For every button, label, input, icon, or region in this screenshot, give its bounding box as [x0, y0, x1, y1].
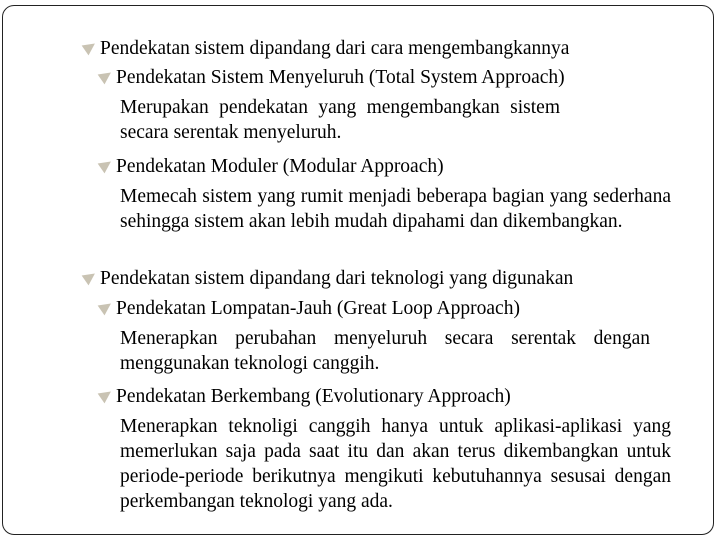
- section-heading-2: Pendekatan sistem dipandang dari teknologi yang digunakan: [84, 266, 573, 291]
- bullet-icon: [82, 269, 99, 286]
- bullet-icon: [98, 68, 115, 85]
- bullet-icon: [82, 39, 99, 56]
- item-title-total-system: Pendekatan Sistem Menyeluruh (Total System Approach): [100, 65, 565, 90]
- item-title-evolutionary: Pendekatan Berkembang (Evolutionary Approach): [100, 384, 511, 409]
- item-desc-great-loop: Menerapkan perubahan menyeluruh secara serentak dengan menggunakan teknologi canggih.: [120, 328, 650, 374]
- item-desc-modular: Memecah sistem yang rumit menjadi beberapa bagian yang sederhana sehingga sistem akan lebih mudah dipahami dan dikembangkan.: [120, 186, 671, 232]
- item-title-modular: Pendekatan Moduler (Modular Approach): [100, 154, 444, 179]
- item-title-great-loop: Pendekatan Lompatan-Jauh (Great Loop Approach): [100, 296, 520, 321]
- bullet-icon: [98, 157, 115, 174]
- bullet-icon: [98, 299, 115, 316]
- section-heading-1: Pendekatan sistem dipandang dari cara mengembangkannya: [84, 36, 569, 61]
- bullet-icon: [98, 387, 115, 404]
- item-desc-total-system: Merupakan pendekatan yang mengembangkan sistem secara serentak menyeluruh.: [120, 97, 560, 143]
- item-desc-evolutionary: Menerapkan teknoligi canggih hanya untuk aplikasi-aplikasi yang memerlukan saja pada saat itu dan akan terus dikembangkan untuk periode-periode berikutnya mengikuti kebutuhannya sesusai dengan perkembangan teknologi yang ada.: [120, 416, 671, 512]
